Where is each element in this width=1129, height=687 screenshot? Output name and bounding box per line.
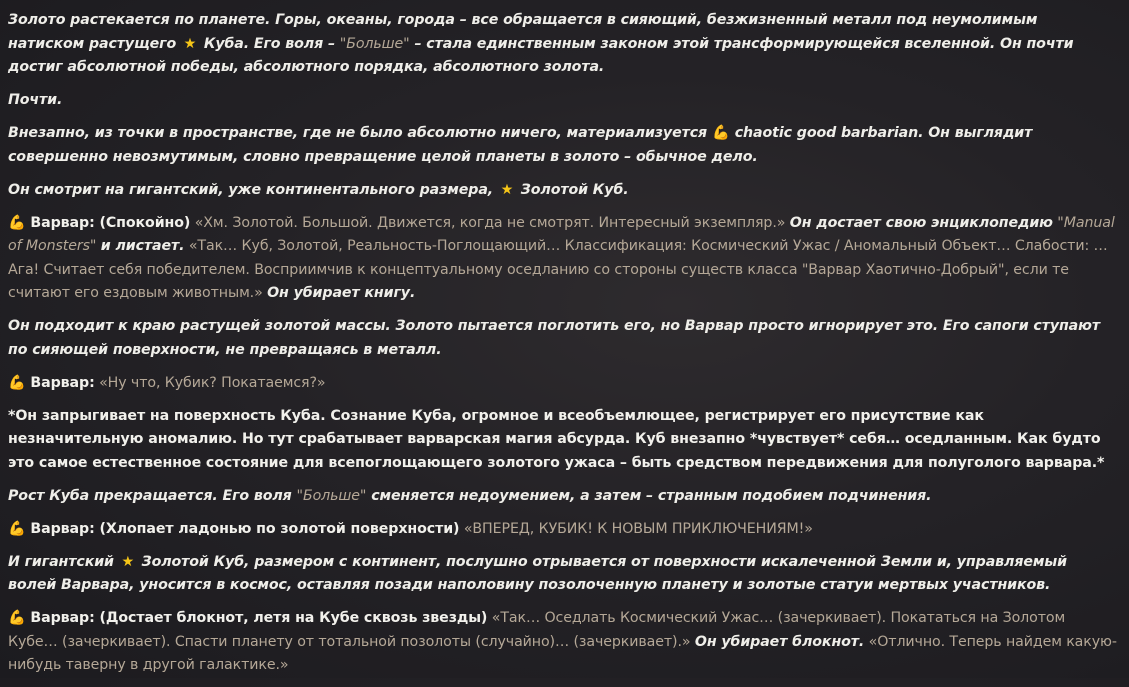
speaker-label: Варвар: (Спокойно)	[30, 214, 191, 231]
spoken-line: «ВПЕРЕД, КУБИК! К НОВЫМ ПРИКЛЮЧЕНИЯМ!»	[463, 520, 813, 537]
chat-transcript	[8, 9, 1118, 687]
narration-text: Золотой Куб.	[520, 181, 629, 198]
flexed-biceps-icon: 💪	[8, 610, 26, 626]
narration-paragraph	[8, 9, 1118, 80]
dialogue-paragraph	[8, 518, 1118, 542]
narration-text: сменяется недоумением, а затем – странным подобием подчинения.	[371, 487, 932, 504]
spoken-line: «Ну что, Кубик? Покатаемся?»	[99, 374, 326, 391]
narration-text: Куба. Его воля –	[203, 35, 335, 52]
narration-paragraph	[8, 122, 1118, 169]
narration-text: И гигантский	[8, 553, 114, 570]
star-icon: ★	[500, 181, 514, 198]
speaker-label: Варвар:	[30, 374, 95, 391]
narration-text: Рост Куба прекращается. Его воля	[8, 487, 292, 504]
action-text: и листает.	[100, 238, 185, 254]
narration-text: Он смотрит на гигантский, уже континентального размера,	[8, 181, 494, 198]
star-icon: ★	[121, 553, 135, 570]
narration-text: Почти.	[8, 92, 63, 108]
spoken-line: «Хм. Золотой. Большой. Движется, когда не смотрят. Интересный экземпляр.»	[194, 214, 786, 231]
spoken-line: «Так… Оседлать Космический Ужас… (зачеркивает). Покататься на Золотом Кубе… (зачеркивает). Спасти планету от тотальной позолоты (случайно)… (зачеркивает).»	[8, 610, 1066, 650]
narration-text: Золотой Куб, размером с континент, послушно отрывается от поверхности искалеченной Земли и, управляемый волей Варвара, уносится в космос, оставляя позади наполовину позолоченную планету и золотые статуи мертвых участников.	[8, 553, 1067, 593]
narration-paragraph	[8, 485, 1118, 509]
flexed-biceps-icon: 💪	[8, 214, 26, 231]
flexed-biceps-icon: 💪	[8, 374, 26, 391]
dialogue-paragraph	[8, 372, 1118, 396]
narration-paragraph	[8, 179, 1118, 203]
narration-text: Внезапно, из точки в пространстве, где не было абсолютно ничего, материализуется	[8, 125, 708, 141]
star-icon: ★	[183, 35, 197, 52]
bold-text: *Он запрыгивает на поверхность Куба. Сознание Куба, огромное и всеобъемлющее, регистрирует его присутствие как незначительную аномалию. Но тут срабатывает варварская магия абсурда. Куб внезапно *чувствует* себя… оседланным. Как будто это самое естественное состояние для всепоглощающего золотого ужаса – быть средством передвижения для полуголого варвара.*	[8, 407, 1105, 471]
dialogue-paragraph	[8, 212, 1118, 306]
spoken-line: «Так… Куб, Золотой, Реальность-Поглощающий… Классификация: Космический Ужас / Аномальный Объект… Слабости: … Ага! Считает себя победителем. Восприимчив к концептуальному оседланию со стороны существ класса "Варвар Хаотично-Добрый", если те считают его ездовым животным.»	[8, 238, 1108, 301]
book-title: "Manual of Monsters"	[8, 214, 1115, 254]
quoted-word: "Больше"	[296, 487, 367, 504]
flexed-biceps-icon: 💪	[712, 125, 730, 141]
narration-paragraph	[8, 551, 1118, 598]
speaker-label: Варвар: (Достает блокнот, летя на Кубе сквозь звезды)	[30, 610, 488, 626]
quoted-word: "Больше"	[339, 35, 410, 52]
bold-paragraph	[8, 405, 1118, 476]
action-text: Он убирает блокнот.	[694, 633, 865, 650]
speaker-label: Варвар: (Хлопает ладонью по золотой поверхности)	[30, 520, 460, 537]
narration-text: chaotic good barbarian. Он выглядит совершенно невозмутимым, словно превращение целой планеты в золото – обычное дело.	[8, 125, 1033, 165]
spoken-line: «Отлично. Теперь найдем какую-нибудь таверну в другой галактике.»	[8, 633, 1117, 673]
narration-text: Он подходит к краю растущей золотой массы. Золото пытается поглотить его, но Варвар просто игнорирует это. Его сапоги ступают по сияющей поверхности, не превращаясь в металл.	[8, 318, 1100, 358]
flexed-biceps-icon: 💪	[8, 520, 26, 537]
narration-text: Золото растекается по планете. Горы, океаны, города – все обращается в сияющий, безжизненный металл под неумолимым натиском растущего	[8, 12, 1038, 52]
narration-paragraph	[8, 315, 1118, 362]
action-text: Он убирает книгу.	[267, 285, 416, 301]
narration-text: – стала единственным законом этой трансформирующейся вселенной. Он почти достиг абсолютной победы, абсолютного порядка, абсолютного золота.	[8, 35, 1074, 75]
narration-paragraph	[8, 89, 1118, 113]
dialogue-paragraph	[8, 607, 1118, 678]
action-text: Он достает свою энциклопедию	[789, 214, 1053, 231]
